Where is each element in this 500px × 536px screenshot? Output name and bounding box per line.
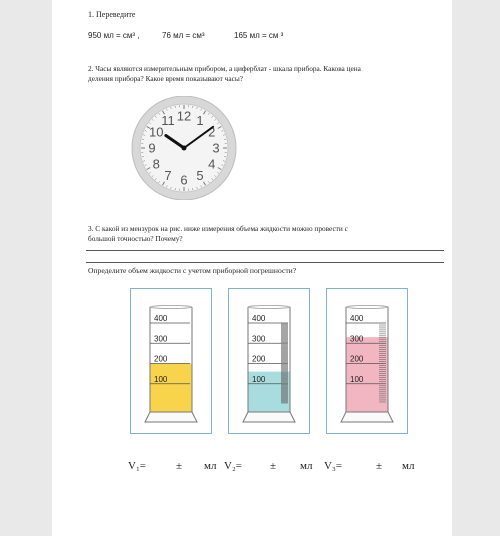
scale-label: 300 (350, 334, 364, 344)
clock-number: 2 (208, 124, 216, 140)
worksheet-page (52, 0, 452, 536)
clock-number: 7 (164, 168, 172, 184)
scale-label: 100 (154, 374, 168, 384)
clock-number: 12 (176, 108, 192, 124)
scale-label: 100 (252, 374, 266, 384)
task4-title: Определите объем жидкости с учетом приборной погрешности? (88, 266, 297, 275)
answer-line-2 (86, 262, 444, 263)
volume-1-label: V₁= (128, 460, 146, 472)
task2-line-2: деления прибора? Какое время показывают часы? (88, 74, 243, 83)
task3-line-1: 3. С какой из мензурок на рис. ниже измерения объема жидкости можно провести с (88, 224, 348, 233)
conversion-item-2: 76 мл = см³ (162, 31, 205, 40)
volume-3-plus-minus: ± (376, 460, 383, 472)
wall-clock (124, 96, 244, 200)
volume-3-unit: мл (402, 460, 415, 472)
cylinder-rim (346, 306, 388, 309)
volume-3-label: V₃= (324, 460, 342, 472)
scale-label: 300 (154, 334, 168, 344)
cylinder-panel-1 (130, 288, 212, 434)
clock-number: 1 (196, 112, 204, 128)
clock-number: 6 (180, 172, 188, 188)
measuring-cylinder-3 (327, 289, 407, 433)
cylinder-base (243, 412, 295, 422)
clock-number: 5 (196, 168, 204, 184)
volume-1-plus-minus: ± (176, 460, 183, 472)
task3-line-2: большой точностью? Почему? (88, 234, 183, 243)
measuring-cylinder-1 (131, 289, 211, 433)
cylinder-panel-3 (326, 288, 408, 434)
volume-1-unit: мл (204, 460, 217, 472)
scale-label: 200 (252, 354, 266, 364)
measuring-cylinder-2 (229, 289, 309, 433)
scale-label: 200 (154, 354, 168, 364)
liquid-fill (150, 364, 192, 413)
cylinder-rim (248, 306, 290, 309)
scale-label: 400 (154, 314, 168, 323)
conversion-item-1: 950 мл = см³ , (88, 31, 140, 40)
volume-2-unit: мл (300, 460, 313, 472)
cylinder-rim (150, 306, 192, 309)
clock-number: 11 (161, 112, 175, 128)
clock-number: 8 (152, 156, 160, 172)
scale-label: 300 (252, 334, 266, 344)
answer-line-1 (86, 250, 444, 251)
volume-2-label: V₂= (224, 460, 242, 472)
cylinder-base (341, 412, 393, 422)
scale-label: 400 (350, 314, 364, 323)
conversion-item-3: 165 мл = см ³ (234, 31, 284, 40)
clock-number: 3 (212, 140, 220, 156)
cylinder-base (145, 412, 197, 422)
task1-title: 1. Переведите (88, 10, 136, 19)
task2-line-1: 2. Часы являются измерительным прибором, а циферблат - шкала прибора. Какова цена (88, 64, 361, 73)
cylinder-panel-2 (228, 288, 310, 434)
volume-2-plus-minus: ± (270, 460, 277, 472)
scale-label: 100 (350, 374, 364, 384)
scale-label: 400 (252, 314, 266, 323)
clock-number: 10 (149, 124, 164, 140)
scale-label: 200 (350, 354, 364, 364)
clock-number: 9 (148, 140, 156, 156)
clock-number: 4 (208, 156, 216, 172)
clock-center-pin (182, 146, 187, 151)
